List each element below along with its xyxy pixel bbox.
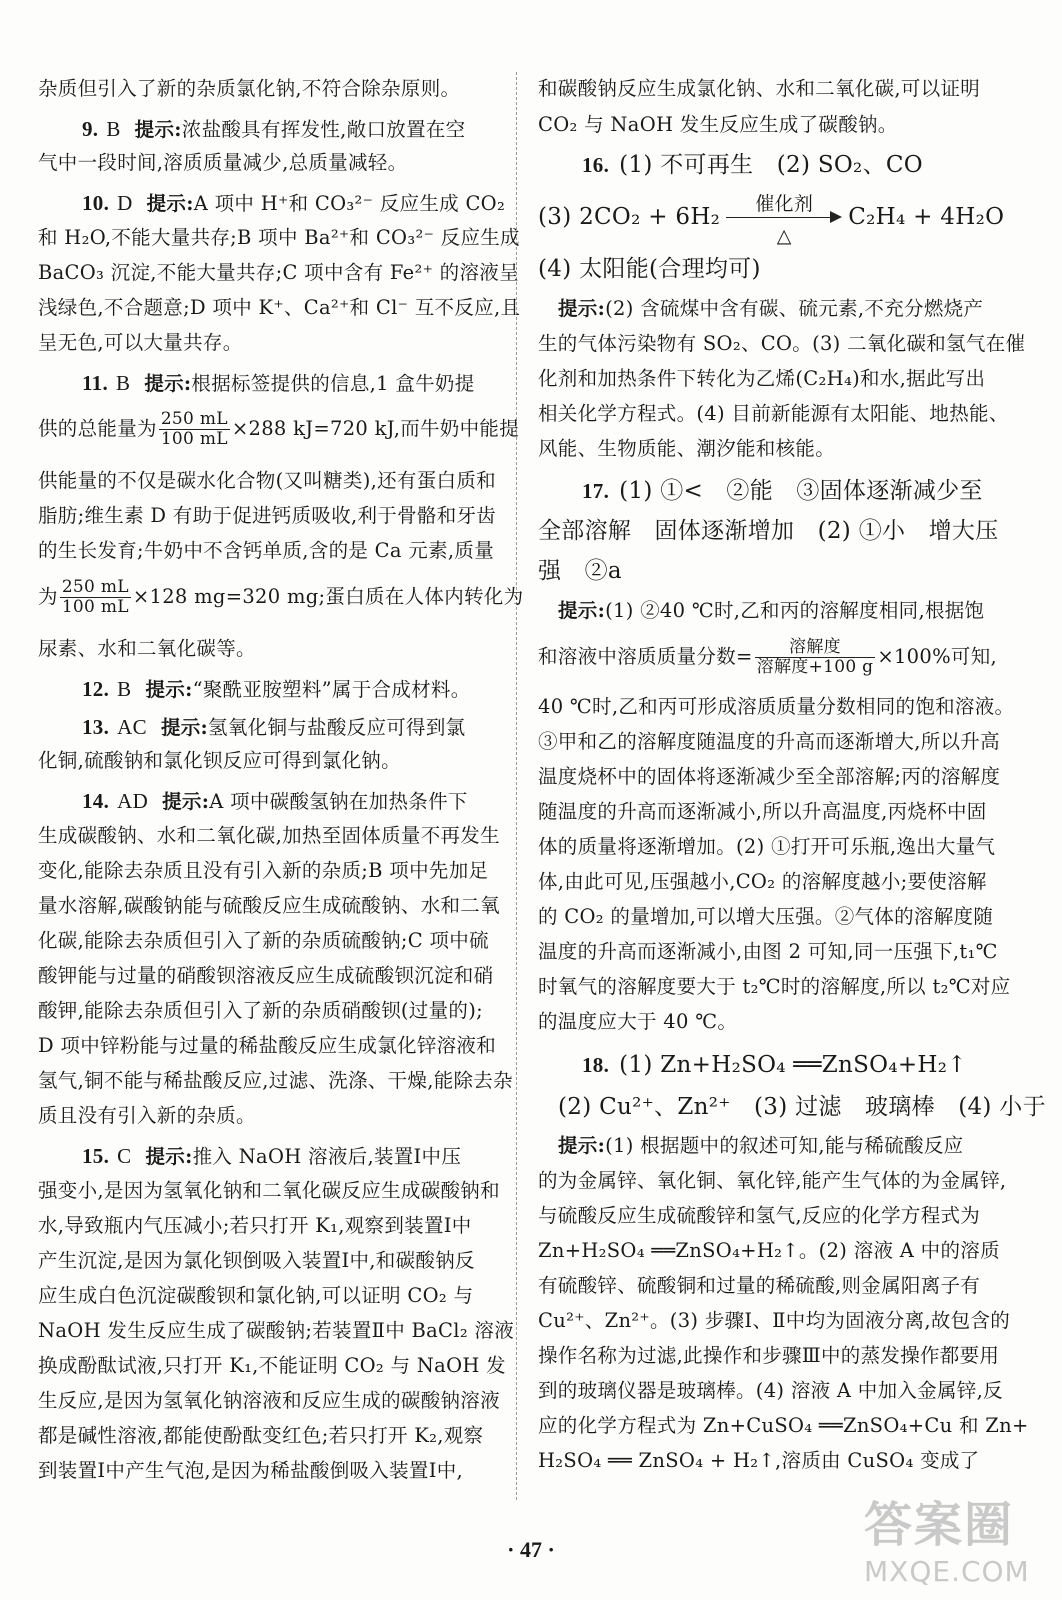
- text-line: 供能量的不仅是碳水化合物(又叫糖类),还有蛋白质和: [38, 469, 496, 492]
- text-line: 生反应,是因为氢氧化钠溶液和反应生成的碳酸钠溶液: [38, 1389, 500, 1412]
- q11-line: [82, 368, 475, 399]
- hint-label: 提示:: [558, 599, 606, 622]
- q13-line: [82, 712, 465, 743]
- answer: (1) Zn+H₂SO₄ ══ZnSO₄+H₂↑: [619, 1052, 967, 1078]
- question-number: 15.: [82, 1144, 110, 1168]
- answer: D: [117, 191, 133, 215]
- hint-label: 提示:: [145, 1145, 193, 1168]
- fraction-numerator: 溶解度: [755, 638, 876, 658]
- page-number: · 47 ·: [507, 1537, 555, 1562]
- hint-text: 氢氧化铜与盐酸反应可得到氯: [208, 716, 466, 739]
- hint-label: 提示:: [134, 118, 182, 141]
- text-line: 的生长发育;牛奶中不含钙单质,含的是 Ca 元素,质量: [38, 539, 495, 562]
- hint-text: (1) ②40 ℃时,乙和丙的溶解度相同,根据饱: [605, 599, 985, 622]
- hint-text: 浓盐酸具有挥发性,敞口放置在空: [181, 118, 466, 141]
- hint-line: [558, 596, 984, 626]
- text-line: 温度的升高而逐渐减小,由图 2 可知,同一压强下,t₁℃: [538, 940, 998, 963]
- hint-text: “聚酰亚胺塑料”属于合成材料。: [192, 678, 471, 701]
- text-line: 体的质量将逐渐增加。(2) ①打开可乐瓶,逸出大量气: [538, 835, 996, 858]
- watermark-logo: [864, 1486, 1034, 1586]
- hint-text: A 项中碳酸氢钠在加热条件下: [209, 790, 468, 813]
- text-line: 产生沉淀,是因为氯化钡倒吸入装置Ⅰ中,和碳酸钠反: [38, 1249, 475, 1272]
- text-line: 相关化学方程式。(4) 目前新能源有太阳能、地热能、: [538, 402, 1009, 425]
- equation-products: C₂H₄ + 4H₂O: [848, 204, 1005, 230]
- fraction: [755, 638, 876, 677]
- text-line: (2) Cu²⁺、Zn²⁺ (3) 过滤 玻璃棒 (4) 小于: [558, 1094, 1046, 1120]
- text-line: 水,导致瓶内气压减小;若只打开 K₁,观察到装置Ⅰ中: [38, 1214, 472, 1237]
- text-line: 到装置Ⅰ中产生气泡,是因为稀盐酸倒吸入装置Ⅰ中,: [38, 1459, 464, 1482]
- q14-line: [82, 786, 468, 817]
- fraction: [159, 410, 230, 449]
- arrow-shaft: [726, 217, 834, 218]
- hint-text: (1) 根据题中的叙述可知,能与稀硫酸反应: [605, 1134, 964, 1157]
- hint-label: 提示:: [558, 1134, 606, 1157]
- q12-line: [82, 674, 471, 705]
- text-line: 变化,能除去杂质且没有引入新的杂质;B 项中先加足: [38, 859, 489, 882]
- text-line: 浅绿色,不合题意;D 项中 K⁺、Ca²⁺和 Cl⁻ 互不反应,且: [38, 296, 521, 319]
- hint-label: 提示:: [145, 678, 193, 701]
- text-line: NaOH 发生反应生成了碳酸钠;若装置Ⅱ中 BaCl₂ 溶液: [38, 1319, 515, 1342]
- question-number: 18.: [582, 1053, 610, 1077]
- text-line: 气中一段时间,溶质质量减少,总质量减轻。: [38, 151, 408, 174]
- question-number: 16.: [582, 153, 610, 177]
- text-line: 质且没有引入新的杂质。: [38, 1104, 256, 1127]
- text-line: 杂质但引入了新的杂质氯化钠,不符合除杂原则。: [38, 77, 461, 100]
- text-segment: 供的总能量为: [38, 417, 157, 440]
- text-segment: 和溶液中溶质质量分数=: [538, 645, 753, 668]
- hint-line: [558, 294, 983, 324]
- text-line: 尿素、水和二氧化碳等。: [38, 637, 256, 660]
- text-line: ③甲和乙的溶解度随温度的升高而逐渐增大,所以升高: [538, 730, 1000, 753]
- hint-label: 提示:: [144, 372, 192, 395]
- text-line: BaCO₃ 沉淀,不能大量共存;C 项中含有 Fe²⁺ 的溶液呈: [38, 261, 519, 284]
- text-line: 操作名称为过滤,此操作和步骤Ⅲ中的蒸发操作都要用: [538, 1344, 1000, 1367]
- text-line: 化剂和加热条件下转化为乙烯(C₂H₄)和水,据此写出: [538, 367, 986, 390]
- q17-answer-line: [582, 474, 983, 508]
- text-line: 换成酚酞试液,只打开 K₁,不能证明 CO₂ 与 NaOH 发: [38, 1354, 506, 1377]
- text-line: 40 ℃时,乙和丙可形成溶质质量分数相同的饱和溶液。: [538, 695, 1015, 718]
- text-line: 与硫酸反应生成硫酸锌和氢气,反应的化学方程式为: [538, 1204, 981, 1227]
- answer: (1) 不可再生 (2) SO₂、CO: [619, 152, 923, 178]
- text-line: 随温度的升高而逐渐减小,所以升高温度,丙烧杯中固: [538, 800, 987, 823]
- q9-line: [82, 114, 465, 145]
- text-segment: ×128 mg=320 mg;蛋白质在人体内转化为: [132, 585, 524, 608]
- text-line: 生成碳酸钠、水和二氧化碳,加热至固体质量不再发生: [38, 824, 500, 847]
- fraction: [60, 578, 131, 617]
- hint-label: 提示:: [160, 716, 209, 739]
- fraction-denominator: 100 mL: [61, 597, 129, 617]
- equation-reactants: (3) 2CO₂ + 6H₂: [538, 204, 721, 230]
- question-number: 14.: [82, 789, 110, 813]
- text-line: Zn+H₂SO₄ ══ZnSO₄+H₂↑。(2) 溶液 A 中的溶质: [538, 1239, 1000, 1262]
- question-number: 13.: [82, 715, 110, 739]
- text-line: 的 CO₂ 的量增加,可以增大压强。②气体的溶解度随: [538, 905, 994, 928]
- text-line: D 项中锌粉能与过量的稀盐酸反应生成氯化锌溶液和: [38, 1034, 497, 1057]
- answer: B: [116, 371, 131, 395]
- hint-text: A 项中 H⁺和 CO₃²⁻ 反应生成 CO₂: [193, 192, 506, 215]
- reaction-arrow: [726, 193, 842, 247]
- text-line: 呈无色,可以大量共存。: [38, 331, 243, 354]
- q16-answer-line: [582, 148, 923, 182]
- text-segment: ×100%可知,: [877, 645, 998, 668]
- fraction-denominator: 100 mL: [160, 429, 228, 449]
- text-line: 时氧气的溶解度要大于 t₂℃时的溶解度,所以 t₂℃对应: [538, 975, 1011, 998]
- hint-line: [558, 1131, 963, 1161]
- text-line: 和碳酸钠反应生成氯化钠、水和二氧化碳,可以证明: [538, 77, 981, 100]
- fraction-numerator: 250 mL: [61, 577, 129, 597]
- text-line: 的温度应大于 40 ℃。: [538, 1010, 738, 1033]
- text-line: 氢气,铜不能与稀盐酸反应,过滤、洗涤、干燥,能除去杂: [38, 1069, 513, 1092]
- hint-label: 提示:: [162, 790, 210, 813]
- text-line: 酸钾能与过量的硝酸钡溶液反应生成硫酸钡沉淀和硝: [38, 964, 494, 987]
- question-number: 9.: [82, 117, 99, 141]
- text-line: 酸钾,能除去杂质但引入了新的杂质硝酸钡(过量的);: [38, 999, 483, 1022]
- text-line: 体,由此可见,压强越小,CO₂ 的溶解度越小;要使溶解: [538, 870, 987, 893]
- text-line: 风能、生物质能、潮汐能和核能。: [538, 437, 836, 460]
- text-line-fraction: [538, 638, 997, 677]
- text-line: 到的玻璃仪器是玻璃棒。(4) 溶液 A 中加入金属锌,反: [538, 1379, 1003, 1402]
- text-line: H₂SO₄ ══ ZnSO₄ + H₂↑,溶质由 CuSO₄ 变成了: [538, 1449, 980, 1472]
- answer: B: [106, 117, 121, 141]
- text-line: 脂肪;维生素 D 有助于促进钙质吸收,利于骨骼和牙齿: [38, 504, 497, 527]
- hint-label: 提示:: [558, 297, 606, 320]
- text-line: 的为金属锌、氧化铜、氧化锌,能产生气体的为金属锌,: [538, 1169, 1007, 1192]
- question-number: 17.: [582, 479, 610, 503]
- text-segment: 为: [38, 585, 58, 608]
- text-line: 全部溶解 固体逐渐增加 (2) ①小 增大压: [538, 518, 999, 544]
- hint-label: 提示:: [146, 192, 194, 215]
- text-line: 和 H₂O,不能大量共存;B 项中 Ba²⁺和 CO₃²⁻ 反应生成: [38, 226, 520, 249]
- arrow-condition-top: 催化剂: [755, 193, 814, 215]
- answer: AD: [117, 789, 149, 813]
- text-line: 应生成白色沉淀碳酸钡和氯化钠,可以证明 CO₂ 与: [38, 1284, 474, 1307]
- text-line: 生的气体污染物有 SO₂、CO。(3) 二氧化碳和氢气在催: [538, 332, 1026, 355]
- text-segment: ×288 kJ=720 kJ,而牛奶中能提: [231, 417, 520, 440]
- fraction-numerator: 250 mL: [160, 409, 228, 429]
- text-line: 应的化学方程式为 Zn+CuSO₄ ══ZnSO₄+Cu 和 Zn+: [538, 1414, 1029, 1437]
- hint-text: 根据标签提供的信息,1 盒牛奶提: [191, 372, 475, 395]
- text-line: (4) 太阳能(合理均可): [538, 256, 761, 282]
- q15-line: [82, 1141, 461, 1172]
- text-line: Cu²⁺、Zn²⁺。(3) 步骤Ⅰ、Ⅱ中均为固液分离,故包含的: [538, 1309, 1011, 1332]
- text-line: 都是碱性溶液,都能使酚酞变红色;若只打开 K₂,观察: [38, 1424, 484, 1447]
- text-line: 温度烧杯中的固体将逐渐减少至全部溶解;丙的溶解度: [538, 765, 1001, 788]
- hint-text: 推入 NaOH 溶液后,装置Ⅰ中压: [192, 1145, 462, 1168]
- answer: C: [117, 1144, 132, 1168]
- question-number: 11.: [82, 371, 108, 395]
- text-line: 强 ②a: [538, 558, 622, 584]
- text-line: 化碳,能除去杂质但引入了新的杂质硫酸钠;C 项中硫: [38, 929, 489, 952]
- text-line: 化铜,硫酸钠和氯化钡反应可得到氯化钠。: [38, 749, 401, 772]
- text-line: 强变小,是因为氢氧化钠和二氧化碳反应生成碳酸钠和: [38, 1179, 500, 1202]
- answer: B: [117, 677, 132, 701]
- chemical-equation: [538, 193, 1005, 247]
- question-number: 10.: [82, 191, 110, 215]
- hint-text: (2) 含硫煤中含有碳、硫元素,不充分燃烧产: [605, 297, 984, 320]
- text-line-fraction: [38, 410, 519, 449]
- q18-answer-line: [582, 1048, 967, 1082]
- text-line-fraction: [38, 578, 523, 617]
- watermark-text: 答案圈: [864, 1497, 1015, 1553]
- arrow-condition-bottom: △: [776, 225, 792, 247]
- text-line: CO₂ 与 NaOH 发生反应生成了碳酸钠。: [538, 113, 898, 136]
- answer: (1) ①< ②能 ③固体逐渐减少至: [619, 478, 983, 504]
- text-line: 有硫酸锌、硫酸铜和过量的稀硫酸,则金属阳离子有: [538, 1274, 981, 1297]
- watermark-url: MXQE.COM: [864, 1555, 1030, 1588]
- answer: AC: [117, 715, 147, 739]
- question-number: 12.: [82, 677, 110, 701]
- fraction-denominator: 溶解度+100 g: [756, 657, 874, 677]
- q10-line: [82, 188, 505, 219]
- text-line: 量水溶解,碳酸钠能与硫酸反应生成硫酸钠、水和二氧: [38, 894, 500, 917]
